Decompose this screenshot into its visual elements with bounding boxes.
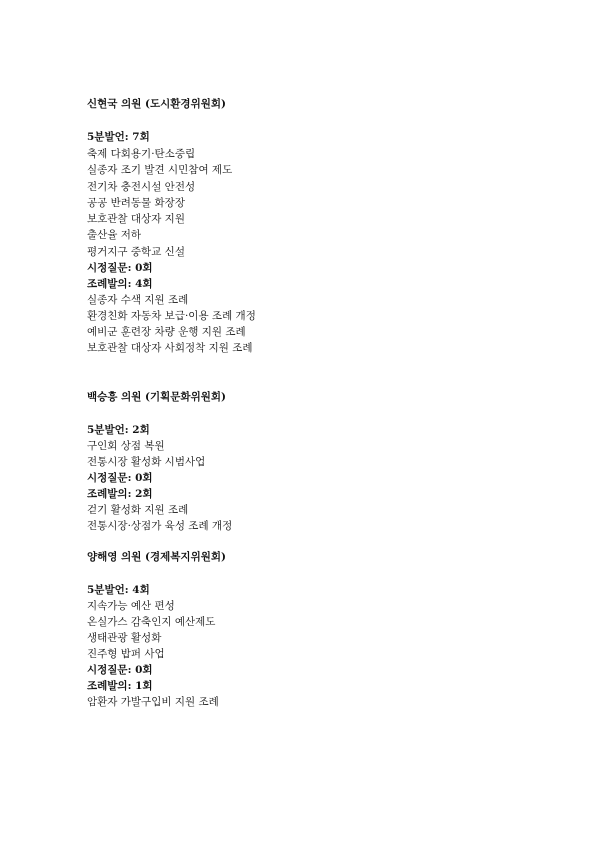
section-title: 신현국 의원 (도시환경위원회) (87, 98, 226, 110)
speech-item: 공공 반려동물 화장장 (87, 197, 185, 209)
ordinance-item: 환경친화 자동차 보급·이용 조례 개정 (87, 310, 256, 322)
speech-item: 실종자 조기 발견 시민참여 제도 (87, 164, 233, 176)
ordinance-count: 조례발의: 1회 (87, 680, 153, 692)
speech-item: 보호관찰 대상자 지원 (87, 213, 185, 225)
ordinance-item: 보호관찰 대상자 사회정착 지원 조례 (87, 342, 253, 354)
speech-item: 축제 다회용기·탄소중립 (87, 148, 196, 160)
question-count: 시정질문: 0회 (87, 472, 153, 484)
speech-count: 5분발언: 2회 (87, 424, 150, 436)
ordinance-item: 실종자 수색 지원 조례 (87, 294, 189, 306)
ordinance-item: 전통시장·상점가 육성 조례 개정 (87, 520, 233, 532)
section-title: 양해영 의원 (경제복지위원회) (87, 551, 226, 563)
ordinance-count: 조례발의: 4회 (87, 278, 153, 290)
speech-item: 전통시장 활성화 시범사업 (87, 456, 206, 468)
ordinance-item: 예비군 훈련장 차량 운행 지원 조례 (87, 326, 246, 338)
speech-item: 온실가스 감축인지 예산제도 (87, 616, 216, 628)
section-title: 백승흥 의원 (기획문화위원회) (87, 391, 226, 403)
question-count: 시정질문: 0회 (87, 262, 153, 274)
speech-item: 지속가능 예산 편성 (87, 600, 175, 612)
speech-item: 출산율 저하 (87, 229, 142, 241)
speech-item: 구인회 상점 복원 (87, 440, 165, 452)
ordinance-item: 암환자 가발구입비 지원 조례 (87, 696, 219, 708)
speech-item: 평거지구 중학교 신설 (87, 246, 185, 258)
speech-item: 전기차 충전시설 안전성 (87, 181, 196, 193)
ordinance-count: 조례발의: 2회 (87, 488, 153, 500)
speech-count: 5분발언: 7회 (87, 131, 150, 143)
ordinance-item: 걷기 활성화 지원 조례 (87, 504, 189, 516)
speech-count: 5분발언: 4회 (87, 584, 150, 596)
speech-item: 생태관광 활성화 (87, 632, 162, 644)
question-count: 시정질문: 0회 (87, 664, 153, 676)
speech-item: 진주형 밥퍼 사업 (87, 648, 165, 660)
